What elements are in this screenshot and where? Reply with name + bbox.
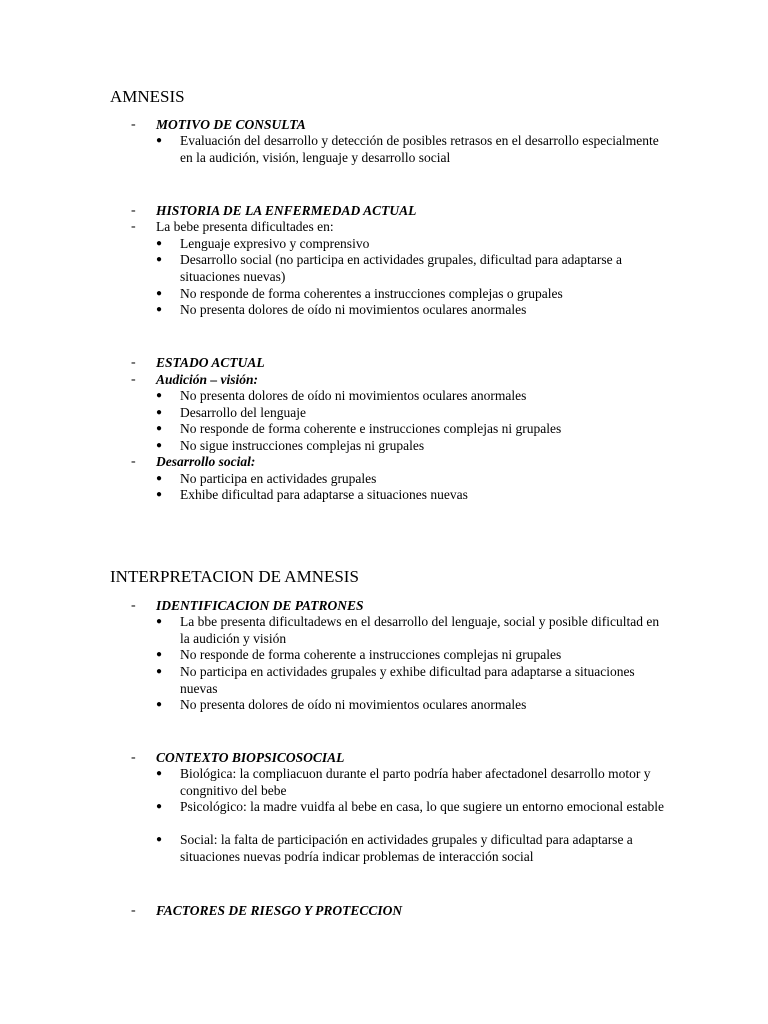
bullet-marker: ● [156, 304, 163, 315]
subheading-audicion: Audición – visión: [156, 372, 259, 387]
bullet-marker: ● [156, 616, 163, 627]
bullet-marker: ● [156, 473, 163, 484]
list-item: No responde de forma coherentes a instrucciones complejas o grupales [180, 286, 563, 301]
bullet-marker: ● [156, 649, 163, 660]
subheading-patrones: IDENTIFICACION DE PATRONES [156, 598, 364, 613]
bullet-marker: ● [156, 834, 163, 845]
bullet-marker: ● [156, 238, 163, 249]
subheading-factores: FACTORES DE RIESGO Y PROTECCION [156, 903, 403, 918]
list-item: No presenta dolores de oído ni movimientos oculares anormales [180, 388, 527, 403]
dash-marker: - [131, 219, 136, 234]
list-item: Biológica: la compliacuon durante el parto podría haber afectadonel desarrollo motor y congnitivo del bebe [180, 766, 651, 798]
dash-marker: - [131, 203, 136, 218]
bullet-marker: ● [156, 666, 163, 677]
list-item: Desarrollo social (no participa en actividades grupales, dificultad para adaptarse a situaciones nuevas) [180, 252, 622, 284]
subheading-historia: HISTORIA DE LA ENFERMEDAD ACTUAL [156, 203, 417, 218]
section-heading-interpretacion: INTERPRETACION DE AMNESIS [110, 567, 359, 586]
bullet-marker: ● [156, 801, 163, 812]
list-item: Psicológico: la madre vuidfa al bebe en casa, lo que sugiere un entorno emocional estable [180, 799, 664, 814]
bullet-marker: ● [156, 254, 163, 265]
historia-intro: La bebe presenta dificultades en: [156, 219, 334, 234]
subheading-social: Desarrollo social: [156, 454, 256, 469]
bullet-marker: ● [156, 768, 163, 779]
bullet-marker: ● [156, 440, 163, 451]
list-item: No presenta dolores de oído ni movimientos oculares anormales [180, 302, 527, 317]
bullet-marker: ● [156, 423, 163, 434]
subheading-contexto: CONTEXTO BIOPSICOSOCIAL [156, 750, 345, 765]
list-item: No presenta dolores de oído ni movimientos oculares anormales [180, 697, 527, 712]
bullet-marker: ● [156, 135, 163, 146]
list-item: No sigue instrucciones complejas ni grupales [180, 438, 425, 453]
dash-marker: - [131, 598, 136, 613]
list-item: Evaluación del desarrollo y detección de posibles retrasos en el desarrollo especialmente en la audición, visión, lenguaje y desarrollo social [180, 133, 659, 165]
subheading-motivo: MOTIVO DE CONSULTA [156, 117, 306, 132]
list-item: Lenguaje expresivo y comprensivo [180, 236, 370, 251]
section-heading-amnesis: AMNESIS [110, 87, 185, 106]
subheading-estado: ESTADO ACTUAL [156, 355, 265, 370]
dash-marker: - [131, 903, 136, 918]
list-item: Social: la falta de participación en actividades grupales y dificultad para adaptarse a situaciones nuevas podría indicar problemas de interacción social [180, 832, 633, 864]
list-item: Desarrollo del lenguaje [180, 405, 306, 420]
list-item: No responde de forma coherente e instrucciones complejas ni grupales [180, 421, 562, 436]
dash-marker: - [131, 454, 136, 469]
list-item: No responde de forma coherente a instrucciones complejas ni grupales [180, 647, 562, 662]
bullet-marker: ● [156, 390, 163, 401]
dash-marker: - [131, 355, 136, 370]
list-item: No participa en actividades grupales [180, 471, 377, 486]
bullet-marker: ● [156, 288, 163, 299]
dash-marker: - [131, 372, 136, 387]
bullet-marker: ● [156, 699, 163, 710]
dash-marker: - [131, 117, 136, 132]
list-item: No participa en actividades grupales y exhibe dificultad para adaptarse a situaciones nuevas [180, 664, 635, 696]
list-item: La bbe presenta dificultadews en el desarrollo del lenguaje, social y posible dificultad en la audición y visión [180, 614, 660, 646]
dash-marker: - [131, 750, 136, 765]
bullet-marker: ● [156, 407, 163, 418]
bullet-marker: ● [156, 489, 163, 500]
list-item: Exhibe dificultad para adaptarse a situaciones nuevas [180, 487, 468, 502]
